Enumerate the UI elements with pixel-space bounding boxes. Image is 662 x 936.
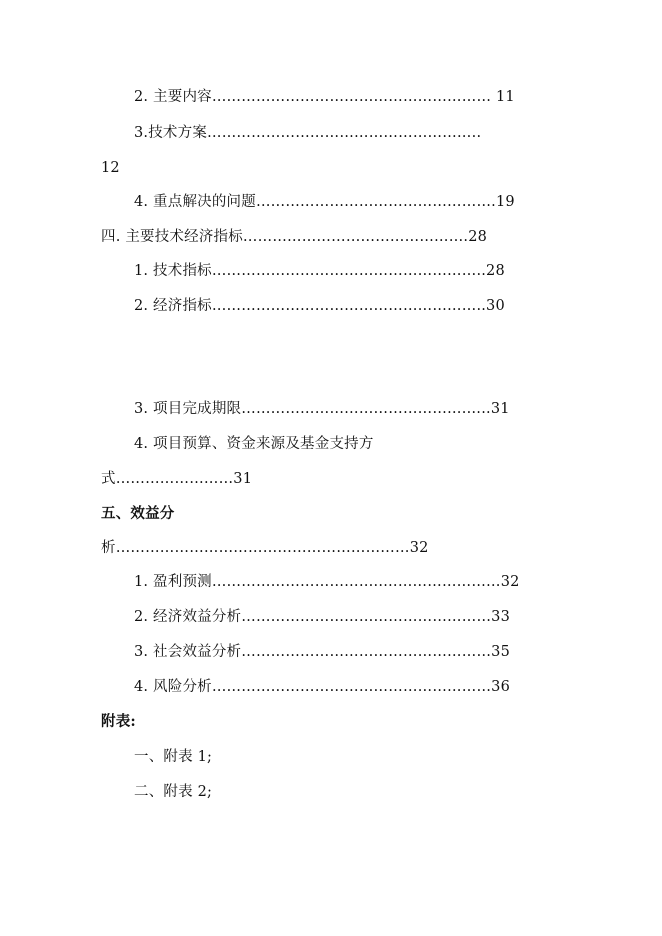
- toc-line-economic-benefit: 2. 经济效益分析……………………………………………33: [134, 609, 510, 625]
- toc-line-section-four: 四. 主要技术经济指标……………………………………….28: [101, 229, 488, 245]
- toc-line-key-problems: 4. 重点解决的问题………………………………………….19: [134, 194, 515, 210]
- toc-line-completion-deadline: 3. 项目完成期限……………………………………….…..31: [134, 401, 510, 417]
- toc-line-profit-forecast: 1. 盈利预测……………………………..……………………32: [134, 574, 520, 590]
- toc-line-technical-indicators: 1. 技术指标………………………………………………..28: [134, 263, 505, 279]
- toc-line-economic-indicators: 2. 经济指标………………………………………………..30: [134, 298, 505, 314]
- toc-line-appendix-heading: 附表:: [101, 713, 136, 730]
- toc-line-appendix-2: 二、附表 2;: [134, 784, 213, 800]
- toc-line-appendix-1: 一、附表 1;: [134, 749, 213, 765]
- toc-line-technical-plan: 3.技术方案………………………………………………..: [134, 125, 482, 141]
- toc-line-risk-analysis: 4. 风险分析…………………………………………………36: [134, 679, 510, 695]
- toc-line-section-five-cont: 析……………………………………………………32: [101, 540, 429, 556]
- toc-line-page-number: 12: [101, 160, 120, 176]
- toc-line-main-content: 2. 主要内容………………………………………………… 11: [134, 89, 515, 105]
- toc-line-section-five: 五、效益分: [101, 505, 175, 522]
- toc-line-budget-funding-cont: 式……………………31: [101, 471, 253, 487]
- toc-line-social-benefit: 3. 社会效益分析……………………………………………35: [134, 644, 510, 660]
- toc-line-budget-funding: 4. 项目预算、资金来源及基金支持方: [134, 436, 374, 452]
